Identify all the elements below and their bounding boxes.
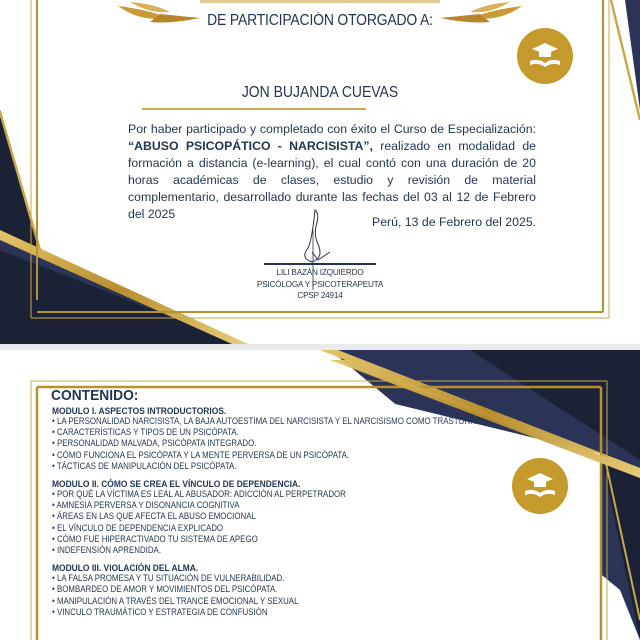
signer-block <box>250 267 390 302</box>
issue-date: Perú, 13 de Febrero del 2025. <box>372 215 537 229</box>
signer-license: CPSP 24914 <box>297 291 343 300</box>
module-item: • LA FALSA PROMESA Y TU SITUACIÓN DE VULNERABILIDAD. <box>52 573 285 584</box>
contents-title: CONTENIDO: <box>51 387 139 404</box>
name-underline <box>142 108 366 110</box>
module-item: • AMNESIA PERVERSA Y DISONANCIA COGNITIVA <box>52 500 240 511</box>
module-item: • POR QUÉ LA VÍCTIMA ES LEAL AL ABUSADOR: ADICCIÓN AL PERPETRADOR <box>52 489 346 500</box>
module-item: • TÁCTICAS DE MANIPULACIÓN DEL PSICÓPATA. <box>52 460 237 471</box>
recipient-name: JON BUJANDA CUEVAS <box>241 84 399 101</box>
module-item: • VINCULO TRAUMÁTICO Y ESTRATEGIA DE CONFUSIÓN <box>52 606 268 617</box>
module-item: • BOMBARDEO DE AMOR Y MOVIMIENTOS DEL PSICÓPATA. <box>52 584 278 595</box>
module-item: • PERSONALIDAD MALVADA, PSICÓPATA INTEGRADO. <box>52 438 257 449</box>
module-item: • INDEFENSIÓN APRENDIDA. <box>52 545 162 556</box>
module-item: • EL VÍNCULO DE DEPENDENCIA EXPLICADO <box>52 522 224 533</box>
graduation-book-icon <box>528 41 562 71</box>
signature-line <box>264 263 376 265</box>
module-3 <box>52 562 572 618</box>
certificate-body <box>128 121 536 223</box>
module-1 <box>52 405 572 472</box>
module-title: MODULO III. VIOLACIÓN DEL ALMA. <box>52 562 199 574</box>
contents-page <box>0 350 640 640</box>
module-title: MODULO II. CÓMO SE CREA EL VÍNCULO DE DEPENDENCIA. <box>52 478 301 490</box>
module-item: • MANIPULACIÓN A TRAVÉS DEL TRANCE EMOCIONAL Y SEXUAL <box>52 595 299 606</box>
module-item: • LA PERSONALIDAD NARCISISTA, LA BAJA AUTOESTIMA DEL NARCISISTA Y EL NARCISISMO COMO TRASTORNO. <box>52 416 485 426</box>
badge <box>517 28 573 84</box>
course-title: “ABUSO PSICOPÁTICO - NARCISISTA”, <box>128 139 373 153</box>
signer-role: PSICÓLOGA Y PSICOTERAPEUTA <box>256 279 384 289</box>
module-item: • CARACTERÍSTICAS Y TIPOS DE UN PSICÓPATA. <box>52 427 239 438</box>
certificate-subtitle: DE PARTICIPACIÓN OTORGADO A: <box>207 12 433 29</box>
modules-list <box>52 405 572 624</box>
module-item: • ÁREAS EN LAS QUE AFECTA EL ABUSO EMOCIONAL <box>52 511 256 522</box>
signer-name: LILI BAZÁN IZQUIERDO <box>276 268 364 277</box>
module-2 <box>52 478 572 556</box>
body-details: realizado en modalidad de formación a distancia (e-learning), el cual contó con una duración de 20 horas académicas de clases, estudio y revisión de material complementario, desarrollado durante las fechas del 03 al 12 de Febrero del 2025 <box>128 139 536 221</box>
module-title: MODULO I. ASPECTOS INTRODUCTORIOS. <box>52 405 227 416</box>
body-intro: Por haber participado y completado con éxito el Curso de Especialización: <box>128 122 536 136</box>
module-item: • CÓMO FUNCIONA EL PSICÓPATA Y LA MENTE PERVERSA DE UN PSICÓPATA. <box>52 449 350 460</box>
module-item: • CÓMO FUE HIPERACTIVADO TU SISTEMA DE APEGO <box>52 533 258 544</box>
